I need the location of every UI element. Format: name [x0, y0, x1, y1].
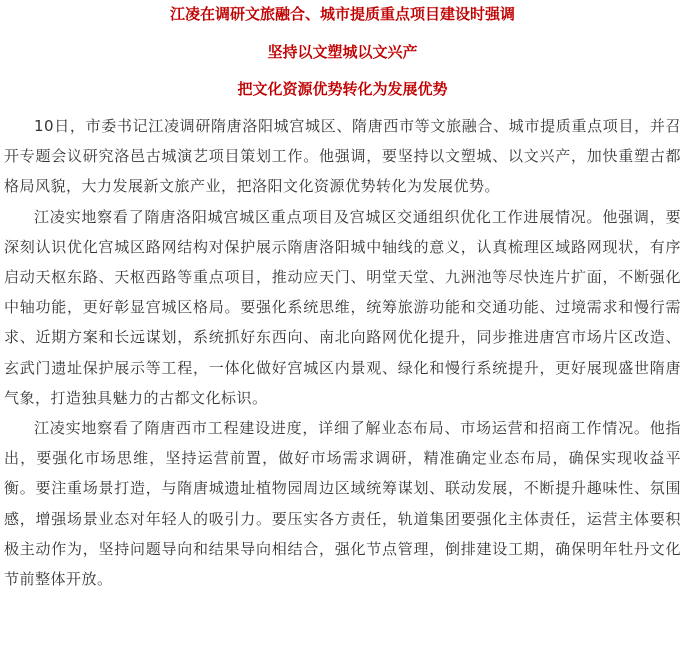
article-body — [4, 111, 681, 594]
headline-main: 江凌在调研文旅融合、城市提质重点项目建设时强调 — [169, 5, 515, 23]
headline-sub-1: 坚持以文塑城以文兴产 — [267, 43, 418, 61]
article-paragraph: 江凌实地察看了隋唐西市工程建设进度，详细了解业态布局、市场运营和招商工作情况。他指出，要强化市场思维，坚持运营前置，做好市场需求调研，精准确定业态布局，确保实现收益平衡。要注重场景打造，与隋唐城遗址植物园周边区域统筹谋划、联动发展，不断提升趣味性、氛围感，增强场景业态对年轻人的吸引力。要压实各方责任，轨道集团要强化主体责任，运营主体要积极主动作为，坚持问题导向和结果导向相结合，强化节点管理，倒排建设工期，确保明年牡丹文化节前整体开放。 — [4, 419, 681, 589]
article-paragraph: 10日，市委书记江凌调研隋唐洛阳城宫城区、隋唐西市等文旅融合、城市提质重点项目，并召开专题会议研究洛邑古城演艺项目策划工作。他强调，要坚持以文塑城、以文兴产，加快重塑古都格局风貌，大力发展新文旅产业，把洛阳文化资源优势转化为发展优势。 — [4, 117, 681, 196]
article-paragraph: 江凌实地察看了隋唐洛阳城宫城区重点项目及宫城区交通组织优化工作进展情况。他强调，要深刻认识优化宫城区路网结构对保护展示隋唐洛阳城中轴线的意义，认真梳理区域路网现状，有序启动天枢东路、天枢西路等重点项目，推动应天门、明堂天堂、九洲池等尽快连片扩面，不断强化中轴功能，更好彰显宫城区格局。要强化系统思维，统筹旅游功能和交通功能、过境需求和慢行需求、近期方案和长远谋划，系统抓好东西向、南北向路网优化提升，同步推进唐宫市场片区改造、玄武门遗址保护展示等工程，一体化做好宫城区内景观、绿化和慢行系统提升，更好展现盛世隋唐气象，打造独具魅力的古都文化标识。 — [4, 207, 681, 407]
headline-sub-2: 把文化资源优势转化为发展优势 — [237, 80, 448, 98]
